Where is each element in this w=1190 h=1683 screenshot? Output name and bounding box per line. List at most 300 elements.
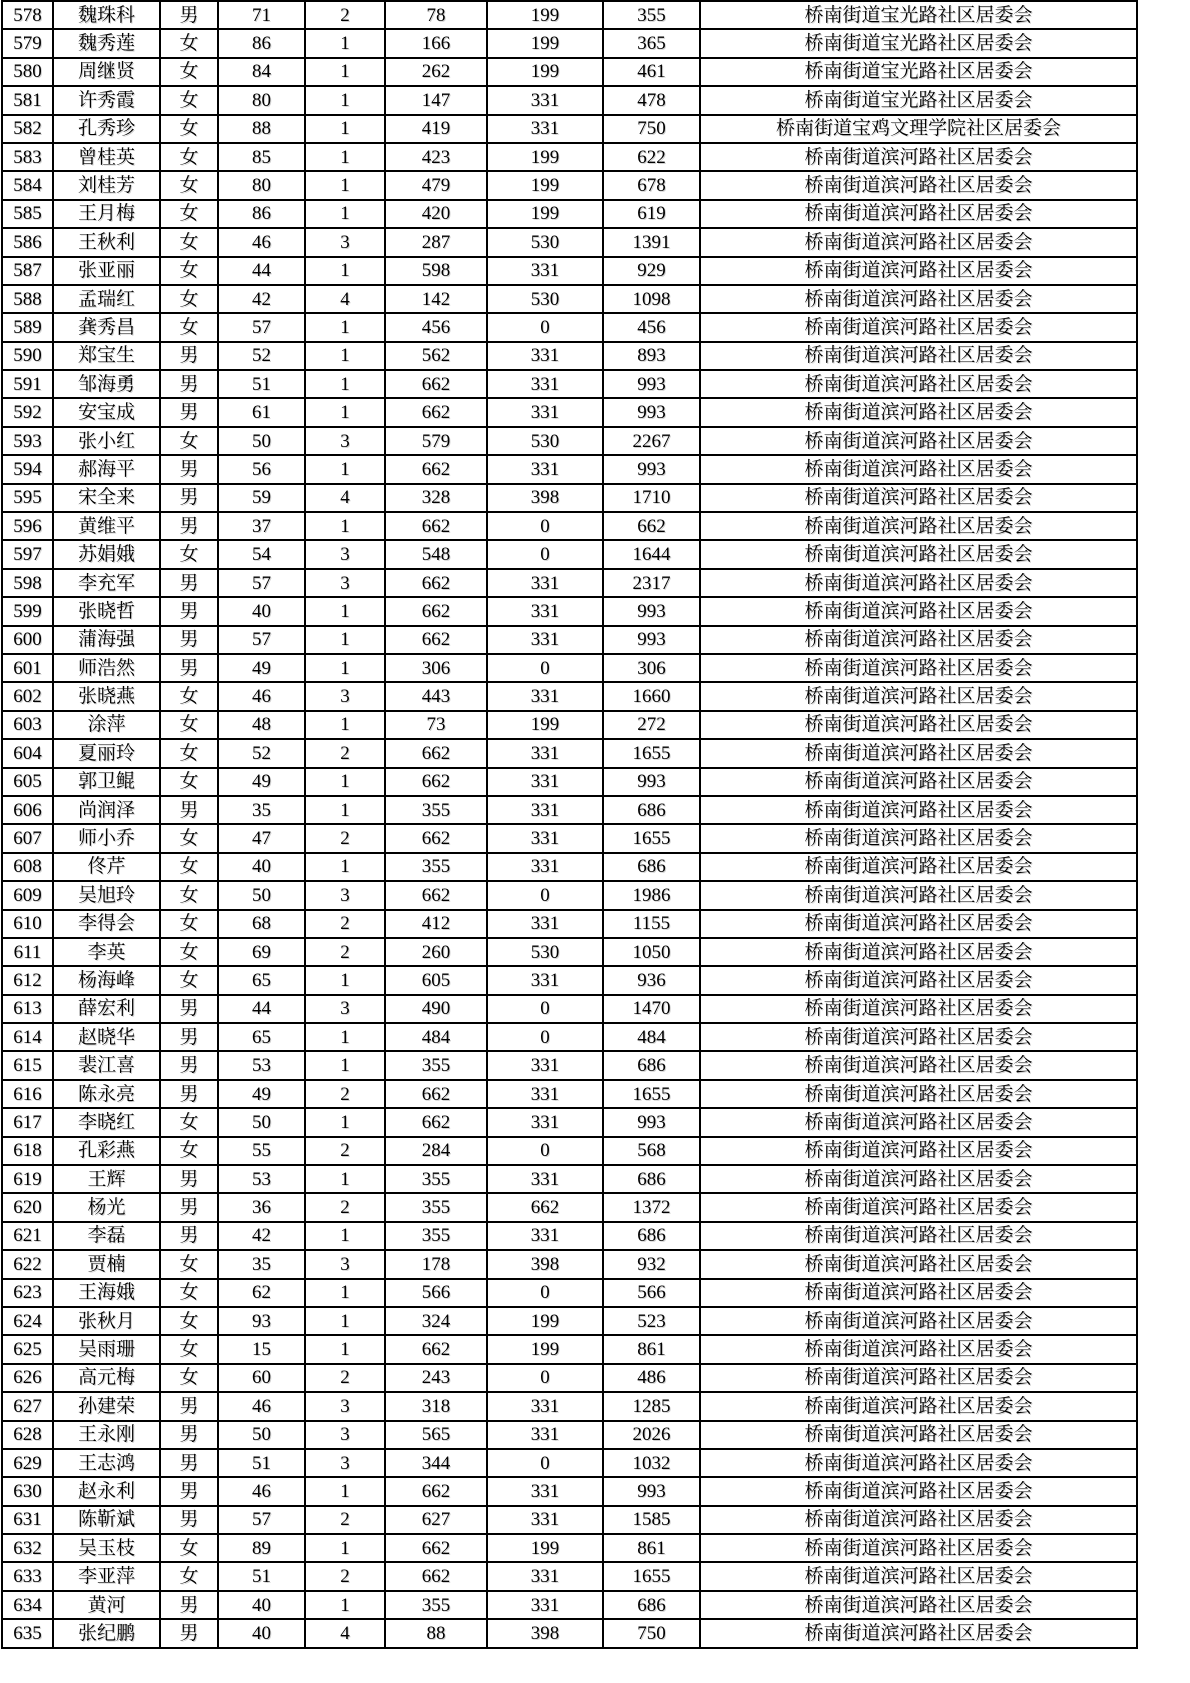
resident-roster-table xyxy=(1,0,1138,1649)
age-cell: 65 xyxy=(218,966,305,994)
amount-b-cell: 530 xyxy=(487,938,603,966)
table-row xyxy=(2,200,1137,228)
amount-a-cell: 420 xyxy=(385,200,487,228)
age-cell: 44 xyxy=(218,257,305,285)
count-cell: 1 xyxy=(305,86,385,114)
amount-b-cell: 331 xyxy=(487,455,603,483)
age-cell: 47 xyxy=(218,824,305,852)
amount-c-cell: 2267 xyxy=(603,427,700,455)
amount-c-cell: 306 xyxy=(603,654,700,682)
amount-c-cell: 993 xyxy=(603,455,700,483)
amount-b-cell: 199 xyxy=(487,143,603,171)
count-cell: 1 xyxy=(305,1222,385,1250)
amount-a-cell: 306 xyxy=(385,654,487,682)
community-cell: 桥南街道滨河路社区居委会 xyxy=(700,1534,1137,1562)
amount-b-cell: 530 xyxy=(487,228,603,256)
table-row xyxy=(2,768,1137,796)
table-row xyxy=(2,285,1137,313)
row-number-cell: 579 xyxy=(2,29,53,57)
count-cell: 1 xyxy=(305,398,385,426)
row-number-cell: 628 xyxy=(2,1421,53,1449)
community-cell: 桥南街道滨河路社区居委会 xyxy=(700,1335,1137,1363)
count-cell: 2 xyxy=(305,1137,385,1165)
amount-b-cell: 0 xyxy=(487,1364,603,1392)
person-name-cell: 郭卫鲲 xyxy=(53,768,160,796)
amount-c-cell: 1585 xyxy=(603,1506,700,1534)
community-cell: 桥南街道滨河路社区居委会 xyxy=(700,739,1137,767)
count-cell: 1 xyxy=(305,1279,385,1307)
gender-cell: 男 xyxy=(160,1080,218,1108)
table-row xyxy=(2,739,1137,767)
row-number-cell: 622 xyxy=(2,1250,53,1278)
row-number-cell: 619 xyxy=(2,1165,53,1193)
amount-b-cell: 331 xyxy=(487,342,603,370)
person-name-cell: 李得会 xyxy=(53,910,160,938)
count-cell: 1 xyxy=(305,1023,385,1051)
person-name-cell: 师浩然 xyxy=(53,654,160,682)
table-row xyxy=(2,938,1137,966)
gender-cell: 女 xyxy=(160,115,218,143)
age-cell: 86 xyxy=(218,200,305,228)
person-name-cell: 夏丽玲 xyxy=(53,739,160,767)
row-number-cell: 607 xyxy=(2,824,53,852)
row-number-cell: 615 xyxy=(2,1051,53,1079)
table-row xyxy=(2,370,1137,398)
person-name-cell: 许秀霞 xyxy=(53,86,160,114)
person-name-cell: 李充军 xyxy=(53,569,160,597)
amount-c-cell: 686 xyxy=(603,1591,700,1619)
amount-c-cell: 1644 xyxy=(603,540,700,568)
row-number-cell: 578 xyxy=(2,1,53,29)
gender-cell: 女 xyxy=(160,171,218,199)
person-name-cell: 张纪鹏 xyxy=(53,1619,160,1647)
count-cell: 3 xyxy=(305,228,385,256)
amount-b-cell: 199 xyxy=(487,171,603,199)
table-row xyxy=(2,29,1137,57)
gender-cell: 男 xyxy=(160,1051,218,1079)
community-cell: 桥南街道滨河路社区居委会 xyxy=(700,1562,1137,1590)
person-name-cell: 师小乔 xyxy=(53,824,160,852)
amount-b-cell: 331 xyxy=(487,1080,603,1108)
row-number-cell: 587 xyxy=(2,257,53,285)
count-cell: 2 xyxy=(305,1080,385,1108)
amount-b-cell: 0 xyxy=(487,654,603,682)
age-cell: 71 xyxy=(218,1,305,29)
amount-a-cell: 662 xyxy=(385,569,487,597)
person-name-cell: 蒲海强 xyxy=(53,626,160,654)
community-cell: 桥南街道滨河路社区居委会 xyxy=(700,540,1137,568)
amount-a-cell: 662 xyxy=(385,881,487,909)
age-cell: 56 xyxy=(218,455,305,483)
age-cell: 57 xyxy=(218,569,305,597)
table-row xyxy=(2,1364,1137,1392)
amount-a-cell: 328 xyxy=(385,484,487,512)
row-number-cell: 597 xyxy=(2,540,53,568)
amount-b-cell: 0 xyxy=(487,1023,603,1051)
amount-a-cell: 355 xyxy=(385,1193,487,1221)
count-cell: 1 xyxy=(305,1307,385,1335)
gender-cell: 男 xyxy=(160,1222,218,1250)
amount-b-cell: 331 xyxy=(487,682,603,710)
table-row xyxy=(2,1222,1137,1250)
age-cell: 40 xyxy=(218,1591,305,1619)
age-cell: 54 xyxy=(218,540,305,568)
gender-cell: 男 xyxy=(160,1619,218,1647)
row-number-cell: 624 xyxy=(2,1307,53,1335)
gender-cell: 男 xyxy=(160,1023,218,1051)
row-number-cell: 631 xyxy=(2,1506,53,1534)
table-row xyxy=(2,1307,1137,1335)
table-row xyxy=(2,1250,1137,1278)
amount-b-cell: 199 xyxy=(487,1,603,29)
person-name-cell: 刘桂芳 xyxy=(53,171,160,199)
amount-a-cell: 662 xyxy=(385,398,487,426)
community-cell: 桥南街道滨河路社区居委会 xyxy=(700,200,1137,228)
amount-b-cell: 331 xyxy=(487,966,603,994)
row-number-cell: 629 xyxy=(2,1449,53,1477)
table-row xyxy=(2,569,1137,597)
gender-cell: 男 xyxy=(160,484,218,512)
age-cell: 35 xyxy=(218,1250,305,1278)
table-row xyxy=(2,115,1137,143)
community-cell: 桥南街道滨河路社区居委会 xyxy=(700,455,1137,483)
row-number-cell: 608 xyxy=(2,853,53,881)
count-cell: 2 xyxy=(305,1364,385,1392)
table-row xyxy=(2,313,1137,341)
community-cell: 桥南街道滨河路社区居委会 xyxy=(700,285,1137,313)
amount-b-cell: 199 xyxy=(487,711,603,739)
amount-a-cell: 412 xyxy=(385,910,487,938)
amount-c-cell: 1655 xyxy=(603,739,700,767)
count-cell: 1 xyxy=(305,597,385,625)
row-number-cell: 625 xyxy=(2,1335,53,1363)
count-cell: 1 xyxy=(305,796,385,824)
table-row xyxy=(2,1449,1137,1477)
count-cell: 3 xyxy=(305,881,385,909)
gender-cell: 男 xyxy=(160,1477,218,1505)
person-name-cell: 孙建荣 xyxy=(53,1392,160,1420)
amount-b-cell: 331 xyxy=(487,768,603,796)
table-row xyxy=(2,1534,1137,1562)
amount-a-cell: 484 xyxy=(385,1023,487,1051)
community-cell: 桥南街道滨河路社区居委会 xyxy=(700,597,1137,625)
age-cell: 50 xyxy=(218,881,305,909)
row-number-cell: 580 xyxy=(2,58,53,86)
amount-b-cell: 0 xyxy=(487,1279,603,1307)
count-cell: 1 xyxy=(305,626,385,654)
age-cell: 42 xyxy=(218,1222,305,1250)
count-cell: 1 xyxy=(305,1051,385,1079)
table-row xyxy=(2,1108,1137,1136)
community-cell: 桥南街道滨河路社区居委会 xyxy=(700,342,1137,370)
amount-a-cell: 548 xyxy=(385,540,487,568)
age-cell: 46 xyxy=(218,1477,305,1505)
table-row xyxy=(2,853,1137,881)
document-sheet xyxy=(1,0,1138,1649)
community-cell: 桥南街道滨河路社区居委会 xyxy=(700,938,1137,966)
amount-b-cell: 331 xyxy=(487,86,603,114)
person-name-cell: 王辉 xyxy=(53,1165,160,1193)
age-cell: 62 xyxy=(218,1279,305,1307)
age-cell: 46 xyxy=(218,1392,305,1420)
count-cell: 1 xyxy=(305,455,385,483)
amount-b-cell: 331 xyxy=(487,398,603,426)
community-cell: 桥南街道滨河路社区居委会 xyxy=(700,370,1137,398)
community-cell: 桥南街道滨河路社区居委会 xyxy=(700,1137,1137,1165)
amount-c-cell: 355 xyxy=(603,1,700,29)
count-cell: 2 xyxy=(305,910,385,938)
table-row xyxy=(2,1506,1137,1534)
person-name-cell: 郝海平 xyxy=(53,455,160,483)
gender-cell: 女 xyxy=(160,711,218,739)
age-cell: 61 xyxy=(218,398,305,426)
count-cell: 1 xyxy=(305,1165,385,1193)
count-cell: 1 xyxy=(305,512,385,540)
age-cell: 50 xyxy=(218,1108,305,1136)
row-number-cell: 620 xyxy=(2,1193,53,1221)
gender-cell: 男 xyxy=(160,1193,218,1221)
amount-a-cell: 566 xyxy=(385,1279,487,1307)
count-cell: 1 xyxy=(305,1591,385,1619)
gender-cell: 男 xyxy=(160,569,218,597)
community-cell: 桥南街道滨河路社区居委会 xyxy=(700,626,1137,654)
amount-a-cell: 605 xyxy=(385,966,487,994)
community-cell: 桥南街道滨河路社区居委会 xyxy=(700,1165,1137,1193)
person-name-cell: 魏秀莲 xyxy=(53,29,160,57)
community-cell: 桥南街道滨河路社区居委会 xyxy=(700,313,1137,341)
count-cell: 1 xyxy=(305,29,385,57)
amount-b-cell: 331 xyxy=(487,1165,603,1193)
amount-b-cell: 0 xyxy=(487,1449,603,1477)
table-row xyxy=(2,1193,1137,1221)
amount-c-cell: 461 xyxy=(603,58,700,86)
amount-c-cell: 456 xyxy=(603,313,700,341)
amount-c-cell: 993 xyxy=(603,597,700,625)
table-row xyxy=(2,1591,1137,1619)
age-cell: 49 xyxy=(218,654,305,682)
amount-c-cell: 993 xyxy=(603,1108,700,1136)
count-cell: 4 xyxy=(305,484,385,512)
amount-a-cell: 662 xyxy=(385,1534,487,1562)
count-cell: 2 xyxy=(305,824,385,852)
amount-b-cell: 530 xyxy=(487,427,603,455)
person-name-cell: 王月梅 xyxy=(53,200,160,228)
table-row xyxy=(2,257,1137,285)
count-cell: 1 xyxy=(305,370,385,398)
amount-a-cell: 142 xyxy=(385,285,487,313)
row-number-cell: 581 xyxy=(2,86,53,114)
row-number-cell: 584 xyxy=(2,171,53,199)
community-cell: 桥南街道滨河路社区居委会 xyxy=(700,1421,1137,1449)
count-cell: 1 xyxy=(305,711,385,739)
gender-cell: 女 xyxy=(160,1335,218,1363)
gender-cell: 女 xyxy=(160,427,218,455)
count-cell: 1 xyxy=(305,654,385,682)
age-cell: 53 xyxy=(218,1165,305,1193)
table-row xyxy=(2,881,1137,909)
age-cell: 50 xyxy=(218,427,305,455)
gender-cell: 男 xyxy=(160,1392,218,1420)
amount-c-cell: 686 xyxy=(603,1051,700,1079)
count-cell: 4 xyxy=(305,1619,385,1647)
gender-cell: 男 xyxy=(160,398,218,426)
gender-cell: 男 xyxy=(160,654,218,682)
amount-c-cell: 2026 xyxy=(603,1421,700,1449)
age-cell: 80 xyxy=(218,171,305,199)
amount-b-cell: 331 xyxy=(487,257,603,285)
amount-a-cell: 284 xyxy=(385,1137,487,1165)
row-number-cell: 623 xyxy=(2,1279,53,1307)
amount-a-cell: 662 xyxy=(385,626,487,654)
age-cell: 40 xyxy=(218,597,305,625)
community-cell: 桥南街道滨河路社区居委会 xyxy=(700,1222,1137,1250)
row-number-cell: 630 xyxy=(2,1477,53,1505)
amount-b-cell: 331 xyxy=(487,115,603,143)
gender-cell: 男 xyxy=(160,626,218,654)
gender-cell: 女 xyxy=(160,682,218,710)
person-name-cell: 黄维平 xyxy=(53,512,160,540)
amount-c-cell: 272 xyxy=(603,711,700,739)
amount-b-cell: 398 xyxy=(487,1619,603,1647)
amount-b-cell: 530 xyxy=(487,285,603,313)
row-number-cell: 592 xyxy=(2,398,53,426)
table-row xyxy=(2,910,1137,938)
community-cell: 桥南街道滨河路社区居委会 xyxy=(700,1506,1137,1534)
community-cell: 桥南街道滨河路社区居委会 xyxy=(700,853,1137,881)
amount-c-cell: 566 xyxy=(603,1279,700,1307)
age-cell: 50 xyxy=(218,1421,305,1449)
row-number-cell: 632 xyxy=(2,1534,53,1562)
count-cell: 1 xyxy=(305,58,385,86)
amount-a-cell: 243 xyxy=(385,1364,487,1392)
person-name-cell: 杨海峰 xyxy=(53,966,160,994)
amount-a-cell: 355 xyxy=(385,1051,487,1079)
table-row xyxy=(2,966,1137,994)
gender-cell: 男 xyxy=(160,995,218,1023)
table-row xyxy=(2,171,1137,199)
community-cell: 桥南街道宝光路社区居委会 xyxy=(700,86,1137,114)
amount-c-cell: 1470 xyxy=(603,995,700,1023)
age-cell: 57 xyxy=(218,1506,305,1534)
gender-cell: 男 xyxy=(160,455,218,483)
person-name-cell: 李英 xyxy=(53,938,160,966)
amount-c-cell: 1660 xyxy=(603,682,700,710)
table-row xyxy=(2,654,1137,682)
row-number-cell: 612 xyxy=(2,966,53,994)
count-cell: 2 xyxy=(305,938,385,966)
table-row xyxy=(2,1279,1137,1307)
amount-b-cell: 199 xyxy=(487,1534,603,1562)
count-cell: 3 xyxy=(305,1250,385,1278)
gender-cell: 男 xyxy=(160,1421,218,1449)
row-number-cell: 595 xyxy=(2,484,53,512)
amount-a-cell: 88 xyxy=(385,1619,487,1647)
amount-a-cell: 318 xyxy=(385,1392,487,1420)
amount-c-cell: 929 xyxy=(603,257,700,285)
amount-a-cell: 73 xyxy=(385,711,487,739)
amount-a-cell: 562 xyxy=(385,342,487,370)
person-name-cell: 吴旭玲 xyxy=(53,881,160,909)
amount-c-cell: 619 xyxy=(603,200,700,228)
amount-b-cell: 199 xyxy=(487,58,603,86)
person-name-cell: 贾楠 xyxy=(53,1250,160,1278)
amount-c-cell: 1655 xyxy=(603,1080,700,1108)
community-cell: 桥南街道宝光路社区居委会 xyxy=(700,1,1137,29)
gender-cell: 男 xyxy=(160,1,218,29)
gender-cell: 女 xyxy=(160,257,218,285)
table-row xyxy=(2,682,1137,710)
amount-b-cell: 331 xyxy=(487,1392,603,1420)
age-cell: 89 xyxy=(218,1534,305,1562)
table-row xyxy=(2,711,1137,739)
count-cell: 1 xyxy=(305,200,385,228)
amount-c-cell: 993 xyxy=(603,1477,700,1505)
age-cell: 46 xyxy=(218,228,305,256)
table-row xyxy=(2,1137,1137,1165)
person-name-cell: 薛宏利 xyxy=(53,995,160,1023)
amount-c-cell: 1098 xyxy=(603,285,700,313)
amount-a-cell: 423 xyxy=(385,143,487,171)
row-number-cell: 593 xyxy=(2,427,53,455)
row-number-cell: 589 xyxy=(2,313,53,341)
amount-a-cell: 662 xyxy=(385,512,487,540)
table-row xyxy=(2,484,1137,512)
gender-cell: 女 xyxy=(160,1108,218,1136)
age-cell: 35 xyxy=(218,796,305,824)
amount-a-cell: 579 xyxy=(385,427,487,455)
person-name-cell: 李亚萍 xyxy=(53,1562,160,1590)
person-name-cell: 涂萍 xyxy=(53,711,160,739)
gender-cell: 女 xyxy=(160,228,218,256)
amount-c-cell: 993 xyxy=(603,626,700,654)
amount-c-cell: 993 xyxy=(603,768,700,796)
person-name-cell: 张晓哲 xyxy=(53,597,160,625)
amount-c-cell: 1032 xyxy=(603,1449,700,1477)
row-number-cell: 586 xyxy=(2,228,53,256)
amount-c-cell: 686 xyxy=(603,853,700,881)
person-name-cell: 张小红 xyxy=(53,427,160,455)
count-cell: 1 xyxy=(305,1335,385,1363)
count-cell: 1 xyxy=(305,257,385,285)
row-number-cell: 634 xyxy=(2,1591,53,1619)
gender-cell: 女 xyxy=(160,143,218,171)
community-cell: 桥南街道滨河路社区居委会 xyxy=(700,569,1137,597)
community-cell: 桥南街道滨河路社区居委会 xyxy=(700,512,1137,540)
table-row xyxy=(2,1392,1137,1420)
amount-a-cell: 662 xyxy=(385,455,487,483)
community-cell: 桥南街道滨河路社区居委会 xyxy=(700,966,1137,994)
amount-b-cell: 398 xyxy=(487,484,603,512)
gender-cell: 男 xyxy=(160,370,218,398)
amount-b-cell: 331 xyxy=(487,796,603,824)
count-cell: 3 xyxy=(305,540,385,568)
community-cell: 桥南街道滨河路社区居委会 xyxy=(700,796,1137,824)
table-row xyxy=(2,398,1137,426)
gender-cell: 女 xyxy=(160,1534,218,1562)
community-cell: 桥南街道滨河路社区居委会 xyxy=(700,257,1137,285)
gender-cell: 男 xyxy=(160,512,218,540)
amount-c-cell: 484 xyxy=(603,1023,700,1051)
person-name-cell: 孔彩燕 xyxy=(53,1137,160,1165)
amount-c-cell: 861 xyxy=(603,1335,700,1363)
gender-cell: 男 xyxy=(160,597,218,625)
community-cell: 桥南街道宝鸡文理学院社区居委会 xyxy=(700,115,1137,143)
gender-cell: 女 xyxy=(160,1137,218,1165)
amount-a-cell: 662 xyxy=(385,597,487,625)
age-cell: 44 xyxy=(218,995,305,1023)
count-cell: 3 xyxy=(305,1392,385,1420)
row-number-cell: 616 xyxy=(2,1080,53,1108)
